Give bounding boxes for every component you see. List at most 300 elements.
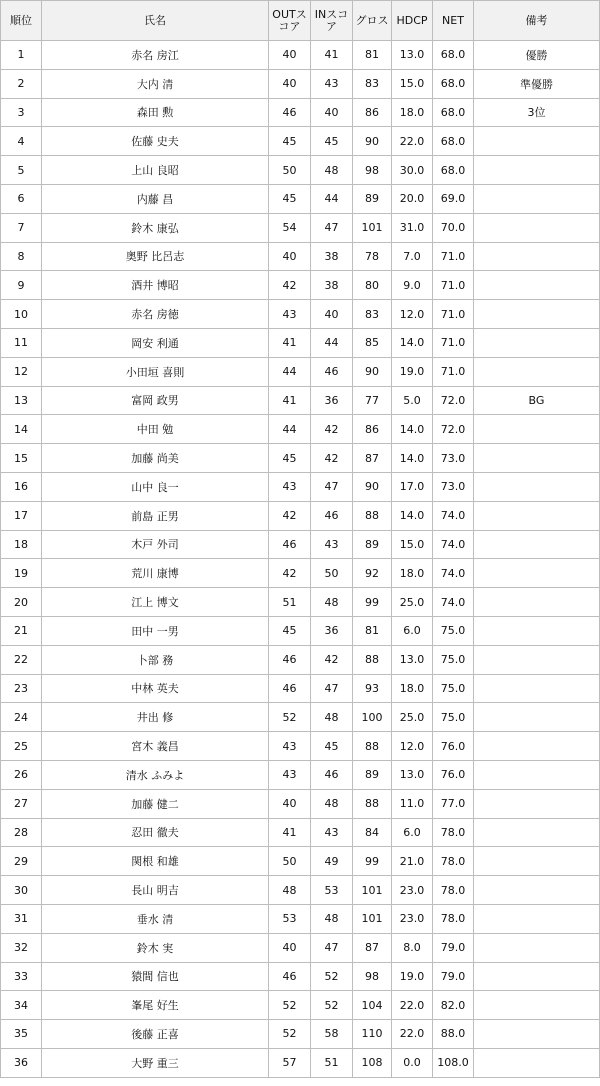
cell-name: 垂水 清 <box>42 904 269 933</box>
cell-out: 46 <box>269 674 311 703</box>
table-row <box>1 98 600 127</box>
cell-name: 長山 明吉 <box>42 876 269 905</box>
cell-gross: 87 <box>353 933 392 962</box>
cell-net: 82.0 <box>433 991 474 1020</box>
header-out: OUTスコア <box>269 1 311 41</box>
cell-name: 清水 ふみよ <box>42 760 269 789</box>
cell-out: 46 <box>269 98 311 127</box>
cell-hdcp: 14.0 <box>392 501 433 530</box>
table-row <box>1 41 600 70</box>
cell-gross: 83 <box>353 69 392 98</box>
cell-note <box>474 530 600 559</box>
cell-in: 45 <box>311 732 353 761</box>
cell-hdcp: 25.0 <box>392 703 433 732</box>
cell-net: 72.0 <box>433 386 474 415</box>
cell-out: 45 <box>269 184 311 213</box>
cell-hdcp: 25.0 <box>392 588 433 617</box>
cell-hdcp: 11.0 <box>392 789 433 818</box>
cell-net: 74.0 <box>433 559 474 588</box>
table-body <box>1 41 600 1078</box>
cell-note <box>474 127 600 156</box>
cell-in: 47 <box>311 933 353 962</box>
cell-hdcp: 18.0 <box>392 98 433 127</box>
cell-note <box>474 242 600 271</box>
cell-gross: 92 <box>353 559 392 588</box>
cell-net: 78.0 <box>433 876 474 905</box>
cell-hdcp: 22.0 <box>392 1020 433 1049</box>
cell-hdcp: 14.0 <box>392 415 433 444</box>
cell-net: 73.0 <box>433 444 474 473</box>
cell-out: 40 <box>269 789 311 818</box>
table-row <box>1 213 600 242</box>
cell-net: 79.0 <box>433 933 474 962</box>
cell-net: 108.0 <box>433 1048 474 1077</box>
cell-note <box>474 588 600 617</box>
cell-out: 40 <box>269 69 311 98</box>
cell-out: 42 <box>269 271 311 300</box>
cell-name: 鈴木 実 <box>42 933 269 962</box>
cell-in: 47 <box>311 213 353 242</box>
table-row <box>1 184 600 213</box>
cell-note: 3位 <box>474 98 600 127</box>
cell-name: 赤名 房徳 <box>42 300 269 329</box>
cell-name: 富岡 政男 <box>42 386 269 415</box>
cell-note <box>474 933 600 962</box>
cell-rank: 6 <box>1 184 42 213</box>
cell-out: 46 <box>269 645 311 674</box>
table-row <box>1 703 600 732</box>
cell-name: 小田垣 喜則 <box>42 357 269 386</box>
table-row <box>1 962 600 991</box>
cell-hdcp: 18.0 <box>392 559 433 588</box>
cell-hdcp: 12.0 <box>392 300 433 329</box>
cell-net: 71.0 <box>433 357 474 386</box>
cell-rank: 17 <box>1 501 42 530</box>
table-row <box>1 991 600 1020</box>
table-row <box>1 904 600 933</box>
cell-hdcp: 18.0 <box>392 674 433 703</box>
cell-in: 38 <box>311 271 353 300</box>
cell-in: 51 <box>311 1048 353 1077</box>
cell-net: 68.0 <box>433 41 474 70</box>
cell-gross: 101 <box>353 876 392 905</box>
cell-gross: 77 <box>353 386 392 415</box>
cell-out: 43 <box>269 760 311 789</box>
cell-name: 荒川 康博 <box>42 559 269 588</box>
cell-rank: 1 <box>1 41 42 70</box>
cell-name: 中田 勉 <box>42 415 269 444</box>
cell-note <box>474 904 600 933</box>
cell-hdcp: 15.0 <box>392 69 433 98</box>
cell-out: 41 <box>269 386 311 415</box>
cell-name: 大内 清 <box>42 69 269 98</box>
cell-rank: 33 <box>1 962 42 991</box>
table-row <box>1 271 600 300</box>
header-in: INスコア <box>311 1 353 41</box>
cell-in: 50 <box>311 559 353 588</box>
cell-hdcp: 13.0 <box>392 645 433 674</box>
cell-note <box>474 156 600 185</box>
cell-rank: 2 <box>1 69 42 98</box>
table-row <box>1 789 600 818</box>
cell-net: 75.0 <box>433 703 474 732</box>
cell-rank: 25 <box>1 732 42 761</box>
cell-out: 53 <box>269 904 311 933</box>
cell-hdcp: 23.0 <box>392 876 433 905</box>
cell-name: 井出 修 <box>42 703 269 732</box>
cell-net: 73.0 <box>433 472 474 501</box>
cell-in: 46 <box>311 357 353 386</box>
cell-hdcp: 14.0 <box>392 444 433 473</box>
cell-out: 46 <box>269 530 311 559</box>
cell-out: 45 <box>269 127 311 156</box>
cell-in: 40 <box>311 98 353 127</box>
cell-note <box>474 357 600 386</box>
cell-gross: 90 <box>353 127 392 156</box>
cell-in: 46 <box>311 501 353 530</box>
cell-in: 43 <box>311 69 353 98</box>
table-row <box>1 876 600 905</box>
header-rank: 順位 <box>1 1 42 41</box>
cell-note <box>474 818 600 847</box>
cell-gross: 90 <box>353 357 392 386</box>
table-row <box>1 645 600 674</box>
table-row <box>1 415 600 444</box>
cell-gross: 86 <box>353 415 392 444</box>
cell-gross: 88 <box>353 732 392 761</box>
cell-out: 57 <box>269 1048 311 1077</box>
cell-hdcp: 0.0 <box>392 1048 433 1077</box>
cell-rank: 15 <box>1 444 42 473</box>
cell-net: 78.0 <box>433 904 474 933</box>
cell-net: 68.0 <box>433 98 474 127</box>
cell-out: 42 <box>269 559 311 588</box>
cell-name: 山中 良一 <box>42 472 269 501</box>
cell-note <box>474 732 600 761</box>
cell-net: 77.0 <box>433 789 474 818</box>
cell-out: 40 <box>269 242 311 271</box>
table-row <box>1 616 600 645</box>
cell-hdcp: 6.0 <box>392 818 433 847</box>
cell-name: 猿間 信也 <box>42 962 269 991</box>
cell-in: 48 <box>311 588 353 617</box>
cell-hdcp: 12.0 <box>392 732 433 761</box>
cell-note <box>474 789 600 818</box>
cell-in: 36 <box>311 616 353 645</box>
cell-hdcp: 22.0 <box>392 127 433 156</box>
cell-rank: 7 <box>1 213 42 242</box>
cell-note <box>474 415 600 444</box>
cell-in: 44 <box>311 328 353 357</box>
cell-rank: 11 <box>1 328 42 357</box>
cell-gross: 104 <box>353 991 392 1020</box>
cell-out: 45 <box>269 616 311 645</box>
cell-hdcp: 31.0 <box>392 213 433 242</box>
cell-net: 71.0 <box>433 300 474 329</box>
cell-out: 51 <box>269 588 311 617</box>
cell-note <box>474 271 600 300</box>
cell-out: 43 <box>269 472 311 501</box>
table-row <box>1 127 600 156</box>
table-row <box>1 818 600 847</box>
cell-name: 関根 和雄 <box>42 847 269 876</box>
table-row <box>1 933 600 962</box>
cell-note <box>474 991 600 1020</box>
cell-note <box>474 645 600 674</box>
cell-name: 忍田 徹夫 <box>42 818 269 847</box>
cell-gross: 89 <box>353 530 392 559</box>
cell-gross: 87 <box>353 444 392 473</box>
cell-rank: 36 <box>1 1048 42 1077</box>
cell-out: 43 <box>269 300 311 329</box>
cell-hdcp: 15.0 <box>392 530 433 559</box>
cell-rank: 34 <box>1 991 42 1020</box>
cell-hdcp: 7.0 <box>392 242 433 271</box>
cell-out: 44 <box>269 415 311 444</box>
cell-net: 88.0 <box>433 1020 474 1049</box>
cell-name: 木戸 外司 <box>42 530 269 559</box>
cell-out: 41 <box>269 328 311 357</box>
cell-out: 52 <box>269 703 311 732</box>
cell-name: 大野 重三 <box>42 1048 269 1077</box>
cell-net: 69.0 <box>433 184 474 213</box>
header-hdcp: HDCP <box>392 1 433 41</box>
cell-gross: 93 <box>353 674 392 703</box>
cell-hdcp: 22.0 <box>392 991 433 1020</box>
cell-out: 45 <box>269 444 311 473</box>
cell-in: 38 <box>311 242 353 271</box>
cell-hdcp: 21.0 <box>392 847 433 876</box>
cell-rank: 31 <box>1 904 42 933</box>
cell-gross: 83 <box>353 300 392 329</box>
cell-gross: 101 <box>353 213 392 242</box>
cell-hdcp: 13.0 <box>392 760 433 789</box>
cell-note <box>474 328 600 357</box>
cell-note <box>474 962 600 991</box>
table-header <box>1 1 600 41</box>
table-row <box>1 328 600 357</box>
cell-in: 53 <box>311 876 353 905</box>
cell-rank: 8 <box>1 242 42 271</box>
cell-net: 74.0 <box>433 588 474 617</box>
cell-net: 71.0 <box>433 271 474 300</box>
cell-net: 76.0 <box>433 760 474 789</box>
cell-rank: 3 <box>1 98 42 127</box>
cell-name: 加藤 尚美 <box>42 444 269 473</box>
cell-gross: 81 <box>353 41 392 70</box>
cell-note <box>474 674 600 703</box>
cell-hdcp: 5.0 <box>392 386 433 415</box>
cell-in: 47 <box>311 674 353 703</box>
table-row <box>1 588 600 617</box>
cell-in: 42 <box>311 444 353 473</box>
cell-in: 43 <box>311 530 353 559</box>
table-row <box>1 530 600 559</box>
cell-note <box>474 501 600 530</box>
cell-in: 48 <box>311 904 353 933</box>
table-row <box>1 760 600 789</box>
cell-gross: 99 <box>353 847 392 876</box>
cell-out: 43 <box>269 732 311 761</box>
cell-hdcp: 19.0 <box>392 962 433 991</box>
cell-rank: 20 <box>1 588 42 617</box>
cell-net: 76.0 <box>433 732 474 761</box>
cell-rank: 10 <box>1 300 42 329</box>
cell-note: 優勝 <box>474 41 600 70</box>
cell-in: 52 <box>311 962 353 991</box>
table-row <box>1 386 600 415</box>
cell-in: 41 <box>311 41 353 70</box>
cell-rank: 13 <box>1 386 42 415</box>
cell-gross: 89 <box>353 184 392 213</box>
cell-name: 田中 一男 <box>42 616 269 645</box>
cell-net: 75.0 <box>433 616 474 645</box>
cell-name: 加藤 健二 <box>42 789 269 818</box>
cell-rank: 4 <box>1 127 42 156</box>
table-row <box>1 674 600 703</box>
table-row <box>1 69 600 98</box>
cell-hdcp: 20.0 <box>392 184 433 213</box>
cell-gross: 98 <box>353 156 392 185</box>
cell-name: 赤名 房江 <box>42 41 269 70</box>
cell-rank: 5 <box>1 156 42 185</box>
cell-rank: 14 <box>1 415 42 444</box>
cell-rank: 28 <box>1 818 42 847</box>
table-row <box>1 242 600 271</box>
cell-in: 48 <box>311 703 353 732</box>
cell-out: 44 <box>269 357 311 386</box>
cell-in: 44 <box>311 184 353 213</box>
cell-out: 50 <box>269 156 311 185</box>
cell-in: 52 <box>311 991 353 1020</box>
cell-name: 森田 勲 <box>42 98 269 127</box>
cell-in: 47 <box>311 472 353 501</box>
cell-note <box>474 616 600 645</box>
cell-note <box>474 703 600 732</box>
table-row <box>1 847 600 876</box>
cell-note <box>474 1020 600 1049</box>
cell-net: 78.0 <box>433 847 474 876</box>
cell-name: 宮木 義昌 <box>42 732 269 761</box>
cell-gross: 90 <box>353 472 392 501</box>
cell-note: BG <box>474 386 600 415</box>
cell-in: 40 <box>311 300 353 329</box>
cell-rank: 32 <box>1 933 42 962</box>
cell-rank: 24 <box>1 703 42 732</box>
cell-in: 49 <box>311 847 353 876</box>
cell-rank: 19 <box>1 559 42 588</box>
header-note: 備考 <box>474 1 600 41</box>
cell-gross: 98 <box>353 962 392 991</box>
cell-in: 42 <box>311 415 353 444</box>
cell-gross: 99 <box>353 588 392 617</box>
header-gross: グロス <box>353 1 392 41</box>
cell-out: 41 <box>269 818 311 847</box>
cell-net: 79.0 <box>433 962 474 991</box>
cell-out: 40 <box>269 933 311 962</box>
cell-gross: 85 <box>353 328 392 357</box>
cell-rank: 23 <box>1 674 42 703</box>
cell-hdcp: 8.0 <box>392 933 433 962</box>
cell-note <box>474 444 600 473</box>
cell-name: 前島 正男 <box>42 501 269 530</box>
table-row <box>1 472 600 501</box>
cell-net: 68.0 <box>433 156 474 185</box>
cell-out: 46 <box>269 962 311 991</box>
table-row <box>1 156 600 185</box>
header-name: 氏名 <box>42 1 269 41</box>
cell-rank: 30 <box>1 876 42 905</box>
cell-hdcp: 19.0 <box>392 357 433 386</box>
table-row <box>1 559 600 588</box>
cell-net: 71.0 <box>433 328 474 357</box>
cell-out: 52 <box>269 991 311 1020</box>
cell-gross: 88 <box>353 645 392 674</box>
cell-gross: 101 <box>353 904 392 933</box>
cell-rank: 27 <box>1 789 42 818</box>
cell-rank: 18 <box>1 530 42 559</box>
cell-in: 36 <box>311 386 353 415</box>
cell-rank: 9 <box>1 271 42 300</box>
cell-note <box>474 1048 600 1077</box>
cell-hdcp: 30.0 <box>392 156 433 185</box>
cell-gross: 100 <box>353 703 392 732</box>
cell-net: 70.0 <box>433 213 474 242</box>
cell-rank: 12 <box>1 357 42 386</box>
cell-name: 内藤 昌 <box>42 184 269 213</box>
cell-in: 43 <box>311 818 353 847</box>
cell-out: 52 <box>269 1020 311 1049</box>
table-row <box>1 501 600 530</box>
table-row <box>1 732 600 761</box>
cell-in: 58 <box>311 1020 353 1049</box>
cell-name: 卜部 務 <box>42 645 269 674</box>
cell-out: 40 <box>269 41 311 70</box>
cell-in: 48 <box>311 789 353 818</box>
cell-hdcp: 23.0 <box>392 904 433 933</box>
cell-gross: 80 <box>353 271 392 300</box>
cell-gross: 110 <box>353 1020 392 1049</box>
cell-out: 54 <box>269 213 311 242</box>
cell-note <box>474 876 600 905</box>
cell-gross: 108 <box>353 1048 392 1077</box>
cell-note <box>474 847 600 876</box>
table-row <box>1 357 600 386</box>
cell-hdcp: 14.0 <box>392 328 433 357</box>
cell-gross: 88 <box>353 789 392 818</box>
cell-note <box>474 300 600 329</box>
cell-rank: 35 <box>1 1020 42 1049</box>
cell-name: 鈴木 康弘 <box>42 213 269 242</box>
cell-in: 46 <box>311 760 353 789</box>
cell-hdcp: 13.0 <box>392 41 433 70</box>
cell-net: 68.0 <box>433 127 474 156</box>
cell-name: 奥野 比呂志 <box>42 242 269 271</box>
cell-name: 中林 英夫 <box>42 674 269 703</box>
table-row <box>1 1048 600 1077</box>
cell-rank: 29 <box>1 847 42 876</box>
cell-name: 酒井 博昭 <box>42 271 269 300</box>
cell-net: 71.0 <box>433 242 474 271</box>
cell-net: 68.0 <box>433 69 474 98</box>
cell-hdcp: 9.0 <box>392 271 433 300</box>
cell-gross: 86 <box>353 98 392 127</box>
cell-name: 岡安 利通 <box>42 328 269 357</box>
cell-net: 74.0 <box>433 501 474 530</box>
cell-rank: 26 <box>1 760 42 789</box>
cell-gross: 84 <box>353 818 392 847</box>
cell-note <box>474 559 600 588</box>
